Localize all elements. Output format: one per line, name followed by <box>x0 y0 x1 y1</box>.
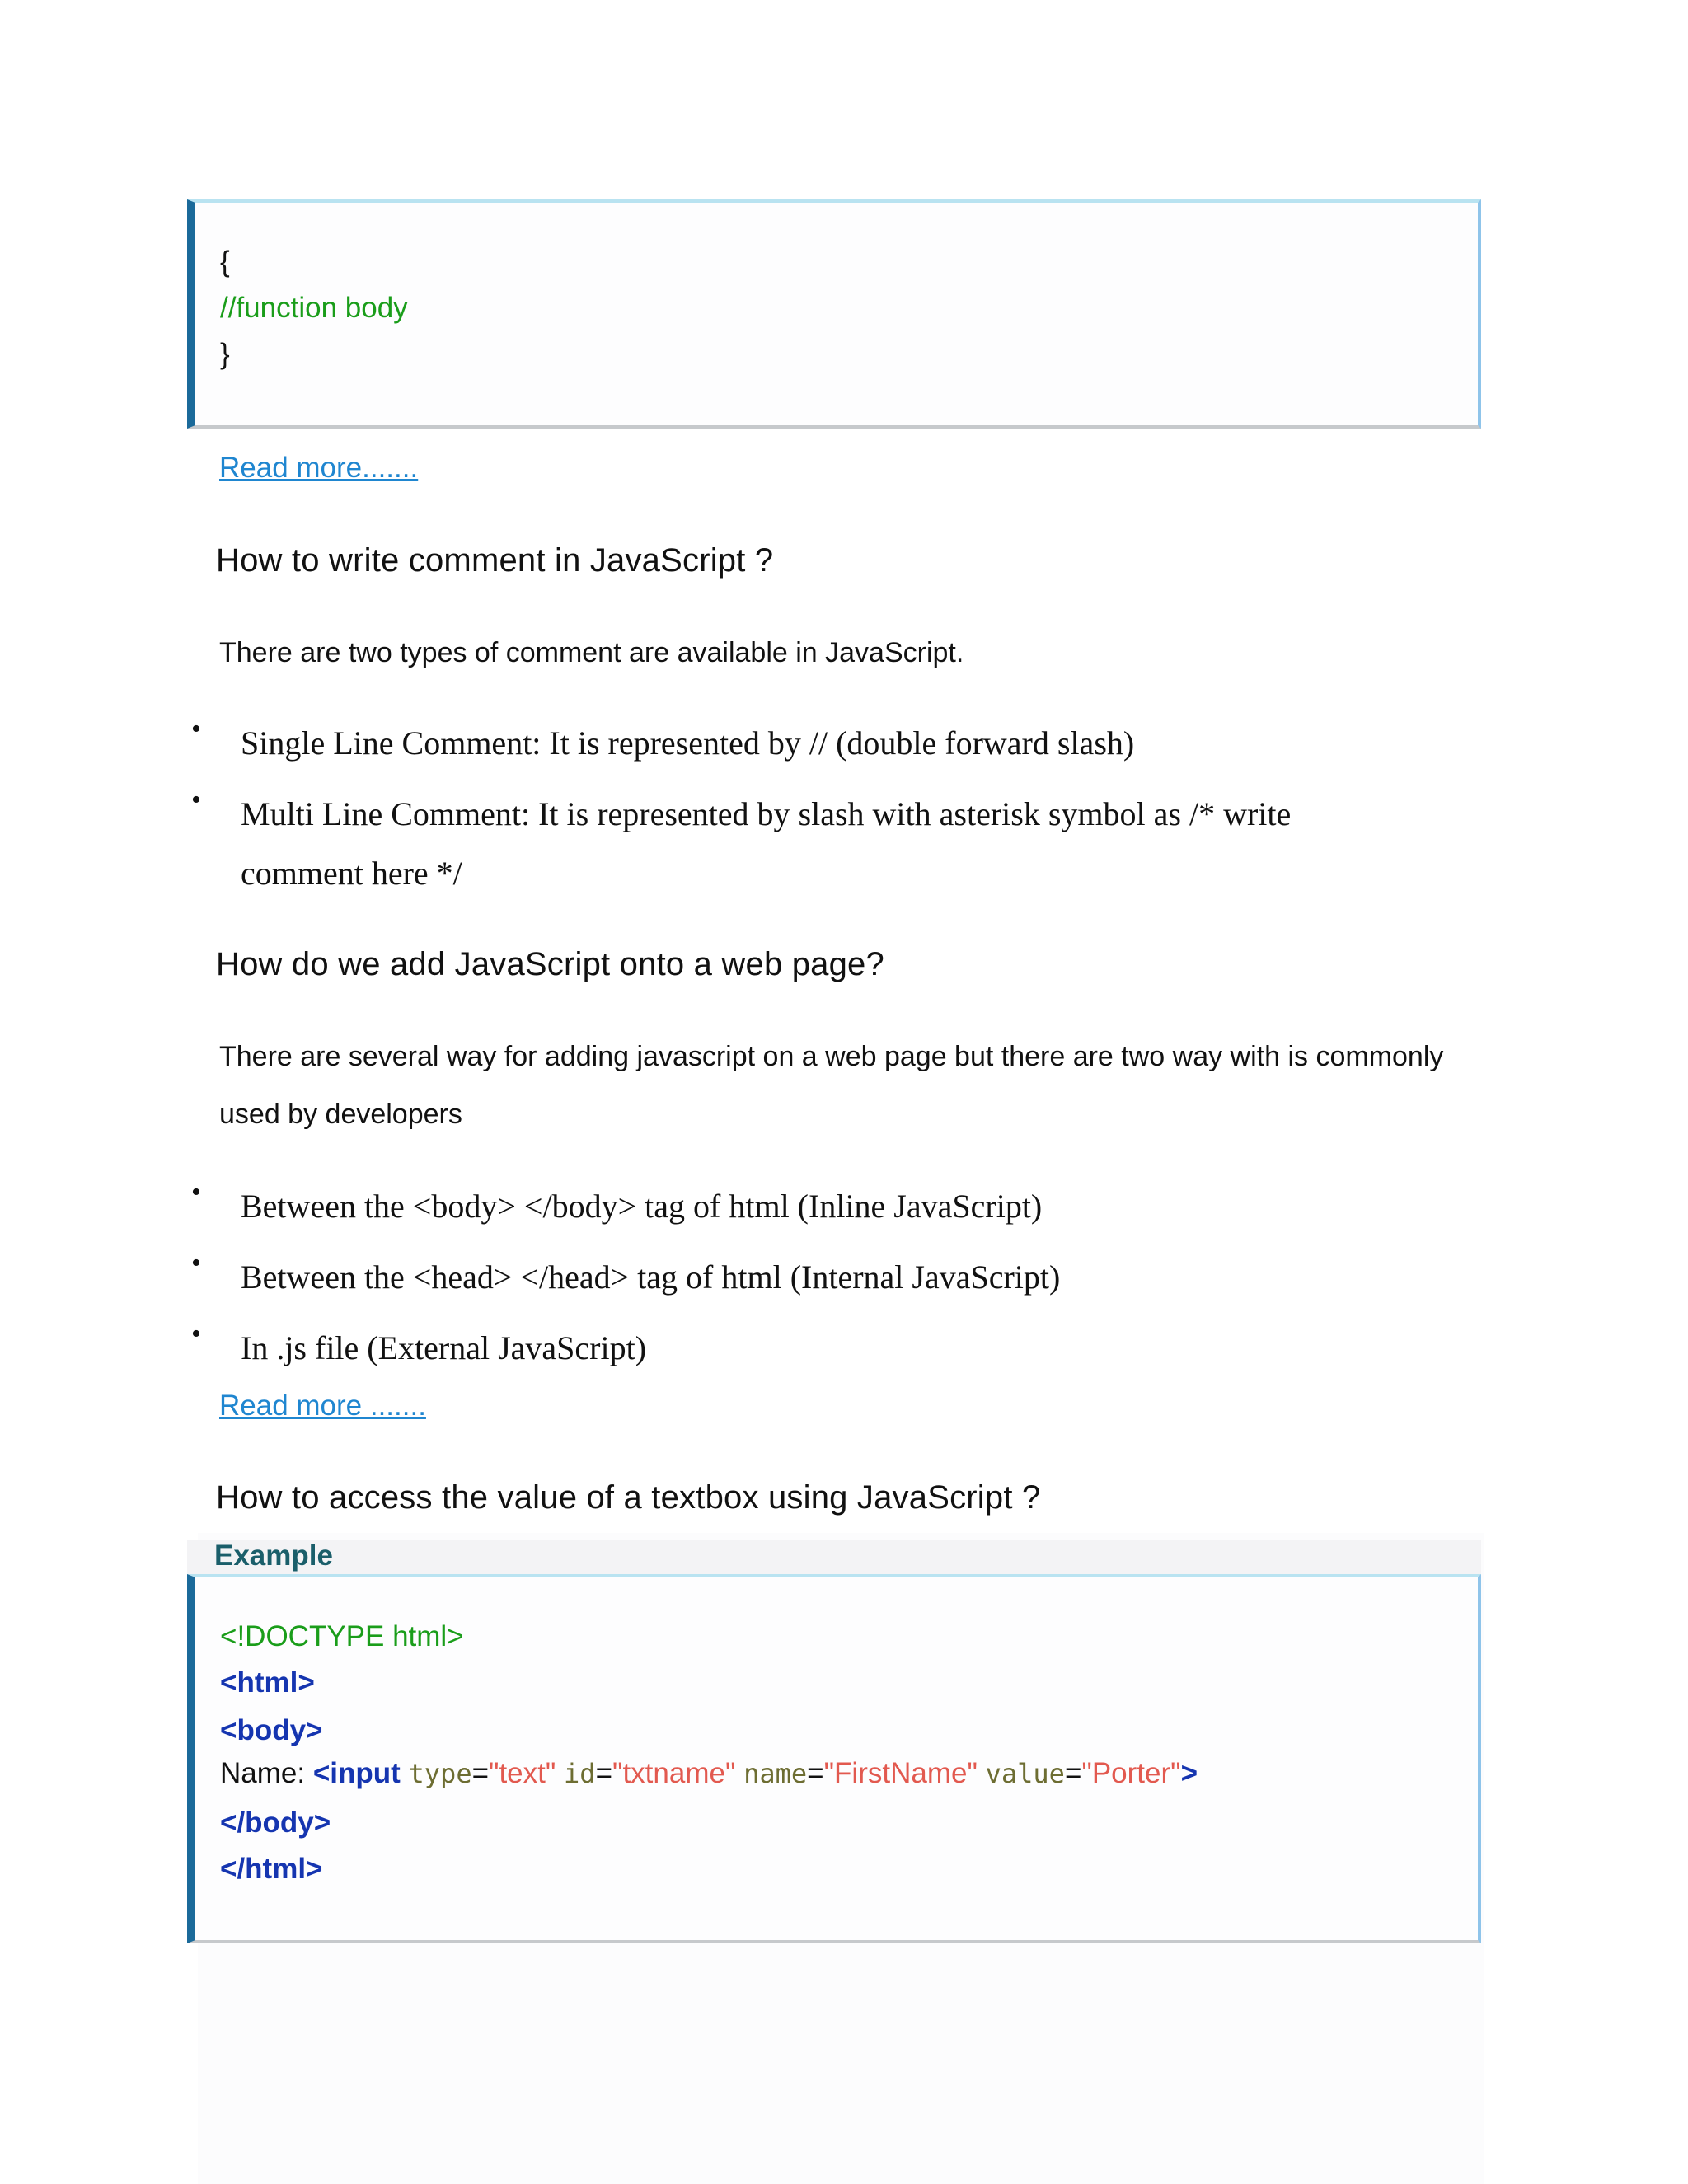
code-block-example <box>187 1574 1481 1943</box>
example-label: Example <box>214 1540 333 1572</box>
heading-add-javascript: How do we add JavaScript onto a web page? <box>216 946 884 982</box>
code-line-open-brace: { <box>220 246 230 278</box>
input-tag: <input <box>312 1757 401 1789</box>
code-line-html-open: <html> <box>220 1666 315 1699</box>
code-line-comment: //function body <box>220 292 408 324</box>
heading-textbox-value: How to access the value of a textbox using JavaScript ? <box>216 1479 1041 1516</box>
input-tag-close: > <box>1180 1757 1198 1789</box>
value-type: "text" <box>489 1757 556 1789</box>
bullet-icon: • <box>191 714 201 744</box>
code-line-input: Name: <input type="text" id="txtname" name="FirstName" value="Porter"> <box>220 1757 1198 1789</box>
example-header-bar <box>187 1540 1481 1574</box>
attr-name: name <box>743 1758 808 1789</box>
read-more-link-2[interactable]: Read more ....... <box>219 1390 426 1422</box>
value-value: "Porter" <box>1081 1757 1181 1789</box>
list-item-text: Between the <body> </body> tag of html (Inline JavaScript) <box>241 1188 1043 1225</box>
intro-comment: There are two types of comment are available in JavaScript. <box>219 637 964 668</box>
bullet-icon: • <box>191 1319 201 1349</box>
list-item-text: Single Line Comment: It is represented by // (double forward slash) <box>241 724 1135 762</box>
code-line-body-close: </body> <box>220 1807 331 1839</box>
value-id: "txtname" <box>612 1757 736 1789</box>
code-line-body-open: <body> <box>220 1714 323 1746</box>
code-line-html-close: </html> <box>220 1853 323 1885</box>
bullet-icon: • <box>191 1248 201 1278</box>
list-item-text: Multi Line Comment: It is represented by slash with asterisk symbol as /* write comment here */ <box>241 795 1292 892</box>
value-name: "FirstName" <box>823 1757 978 1789</box>
read-more-link-1[interactable]: Read more....... <box>219 452 419 484</box>
input-label-text: Name: <box>220 1757 313 1789</box>
attr-id: id <box>564 1758 596 1789</box>
list-item-text: In .js file (External JavaScript) <box>241 1329 647 1366</box>
bullet-icon: • <box>191 1177 201 1207</box>
list-item-text: Between the <head> </head> tag of html (Internal JavaScript) <box>241 1258 1061 1296</box>
code-line-close-brace: } <box>220 338 230 370</box>
intro-add-javascript: There are several way for adding javascript on a web page but there are two way with is commonly used by developers <box>219 1041 1444 1130</box>
attr-value: value <box>985 1758 1065 1789</box>
code-block-function-body <box>187 199 1481 429</box>
bullet-icon: • <box>191 785 201 815</box>
code-line-doctype: <!DOCTYPE html> <box>220 1620 464 1652</box>
attr-type: type <box>408 1758 472 1789</box>
heading-comment: How to write comment in JavaScript ? <box>216 542 774 579</box>
